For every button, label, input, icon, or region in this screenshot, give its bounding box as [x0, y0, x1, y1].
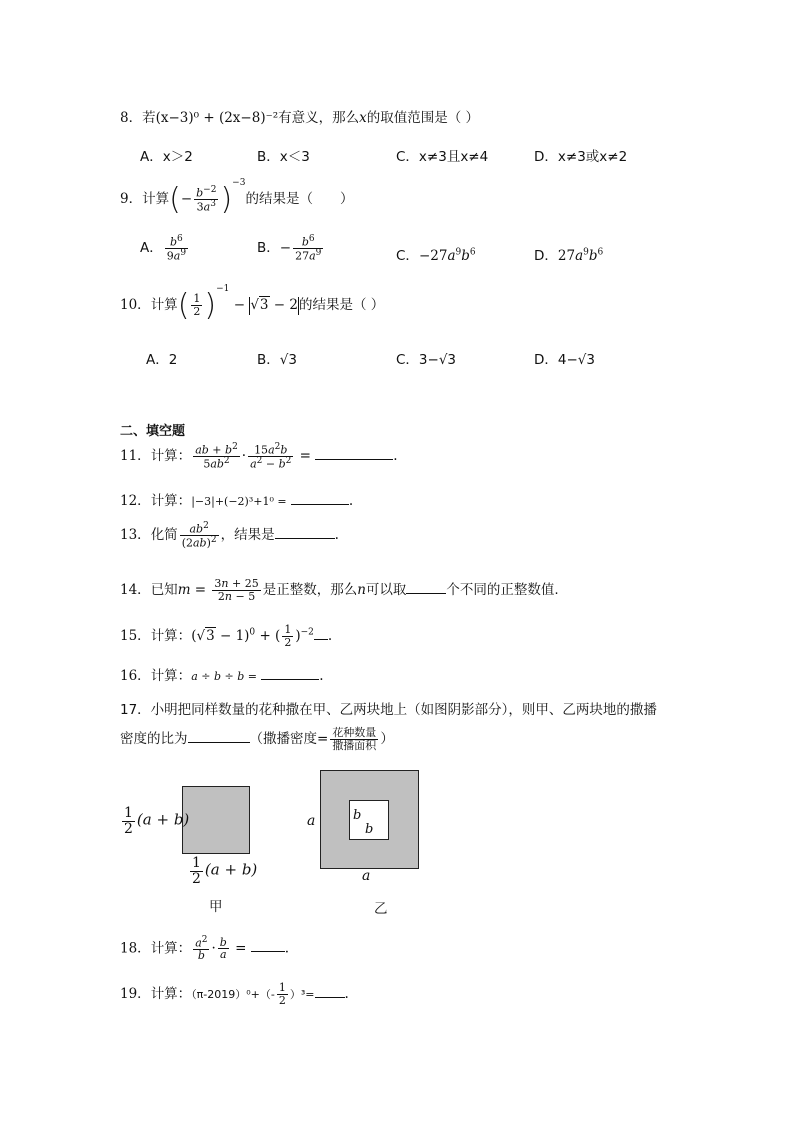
question-8	[120, 106, 479, 126]
question-12: 12．计算：|−3|+(−2)³+1⁰ = .	[120, 493, 354, 509]
q8-option-d[interactable]: D．x≠3或x≠2	[534, 149, 628, 165]
q8-option-a[interactable]: A．x＞2	[140, 149, 193, 165]
q10-number: 10．	[120, 297, 151, 313]
figure-yi-label-b-left: b	[353, 808, 362, 823]
q12-answer-blank[interactable]	[291, 492, 349, 505]
question-16: 16．计算：a ÷ b ÷ b = .	[120, 668, 324, 684]
question-13: 13．化简 $\frac{ab^2}{(2ab)^2}$ ，结果是 .	[120, 521, 339, 550]
q10-pre: 计算	[150, 297, 178, 313]
q9-option-a[interactable]: A． $\frac{b^6}{9a^9}$	[140, 234, 187, 263]
section-title: 二、填空题	[120, 424, 186, 439]
q8-option-c[interactable]: C．x≠3且x≠4	[396, 149, 489, 165]
q9-option-b[interactable]: B．− $\frac{b^6}{27a^9}$	[257, 234, 322, 263]
q19-answer-blank[interactable]	[315, 985, 345, 998]
question-18: 18．计算： $\frac{a^2}{b}$ · $\frac{b}{a}$ = .	[120, 935, 290, 963]
q18-answer-blank[interactable]	[251, 939, 285, 952]
q8-variable: x	[359, 110, 367, 126]
figure-yi-caption: 乙	[374, 901, 388, 917]
question-9: 9．计算(− $\frac{b^{-2}}{3a^3}$ )$^{-3}$的结果是（ ）	[120, 178, 354, 217]
q10-option-a[interactable]: A．2	[146, 352, 178, 368]
q8-expression: (x−3)⁰ + (2x−8)⁻²	[155, 110, 279, 126]
q8-option-b[interactable]: B．x＜3	[257, 149, 310, 165]
q11-answer-blank[interactable]	[315, 447, 393, 460]
q9-post: 的结果是（ ）	[245, 191, 354, 207]
q9-option-c[interactable]: C．$-27a^9b^6$	[396, 247, 476, 264]
figure-jia-square	[182, 786, 250, 854]
q9-number: 9．	[120, 191, 143, 207]
q9-pre: 计算	[142, 191, 170, 207]
figure-yi-label-a-bottom: a	[362, 868, 371, 884]
question-14: 14．已知m = $\frac{3n + 25}{2n - 5}$ 是正整数，那么n可以取 个不同的正整数值.	[120, 577, 559, 603]
q8-post: 的取值范围是（ ）	[366, 110, 480, 126]
q17-line-2: 密度的比为 （撒播密度= $\frac{\text{花种数量}}{\text{撒播面积}}$ ）	[120, 726, 394, 752]
q9-option-d[interactable]: D．$27a^9b^6$	[534, 247, 604, 264]
q17-answer-blank[interactable]	[188, 730, 250, 743]
question-10: 10．计算( $\frac{1}{2}$ )$^{-1}$ − √3 − 2的结果是（ ）	[120, 284, 385, 323]
q16-answer-blank[interactable]	[261, 667, 319, 680]
q10-option-b[interactable]: B．√3	[257, 352, 297, 368]
q10-option-d[interactable]: D．4−√3	[534, 352, 595, 368]
q13-answer-blank[interactable]	[275, 526, 335, 539]
q10-post: 的结果是（ ）	[299, 297, 385, 313]
q10-option-c[interactable]: C．3−√3	[396, 352, 457, 368]
q8-number: 8．	[120, 110, 143, 126]
q15-answer-blank[interactable]	[314, 627, 328, 640]
q17-line-1: 17．小明把同样数量的花种撒在甲、乙两块地上（如图阴影部分），则甲、乙两块地的撒播	[120, 702, 657, 718]
figure-yi-label-b-bottom: b	[365, 822, 374, 837]
q8-mid: 有意义，那么	[278, 110, 360, 126]
question-19: 19．计算：（π-2019）⁰+（- $\frac{1}{2}$ ）³= .	[120, 981, 349, 1007]
figure-jia-bottom-label: $\frac{1}{2}$ (a + b)	[192, 855, 258, 887]
figure-yi-label-a-left: a	[307, 813, 316, 829]
figure-jia-caption: 甲	[209, 899, 223, 915]
question-15: 15．计算：$(√3 - 1)^0$ + ( $\frac{1}{2}$ )$^{-2}$ .	[120, 623, 333, 649]
question-11: 11．计算： $\frac{ab + b^2}{5ab^2}$ · $\frac{15a^2b}{a^2 - b^2}$ = .	[120, 442, 398, 471]
figure-jia-left-label: $\frac{1}{2}$ (a + b)	[124, 805, 190, 837]
q14-answer-blank[interactable]	[406, 581, 446, 594]
q8-pre: 若	[142, 110, 156, 126]
